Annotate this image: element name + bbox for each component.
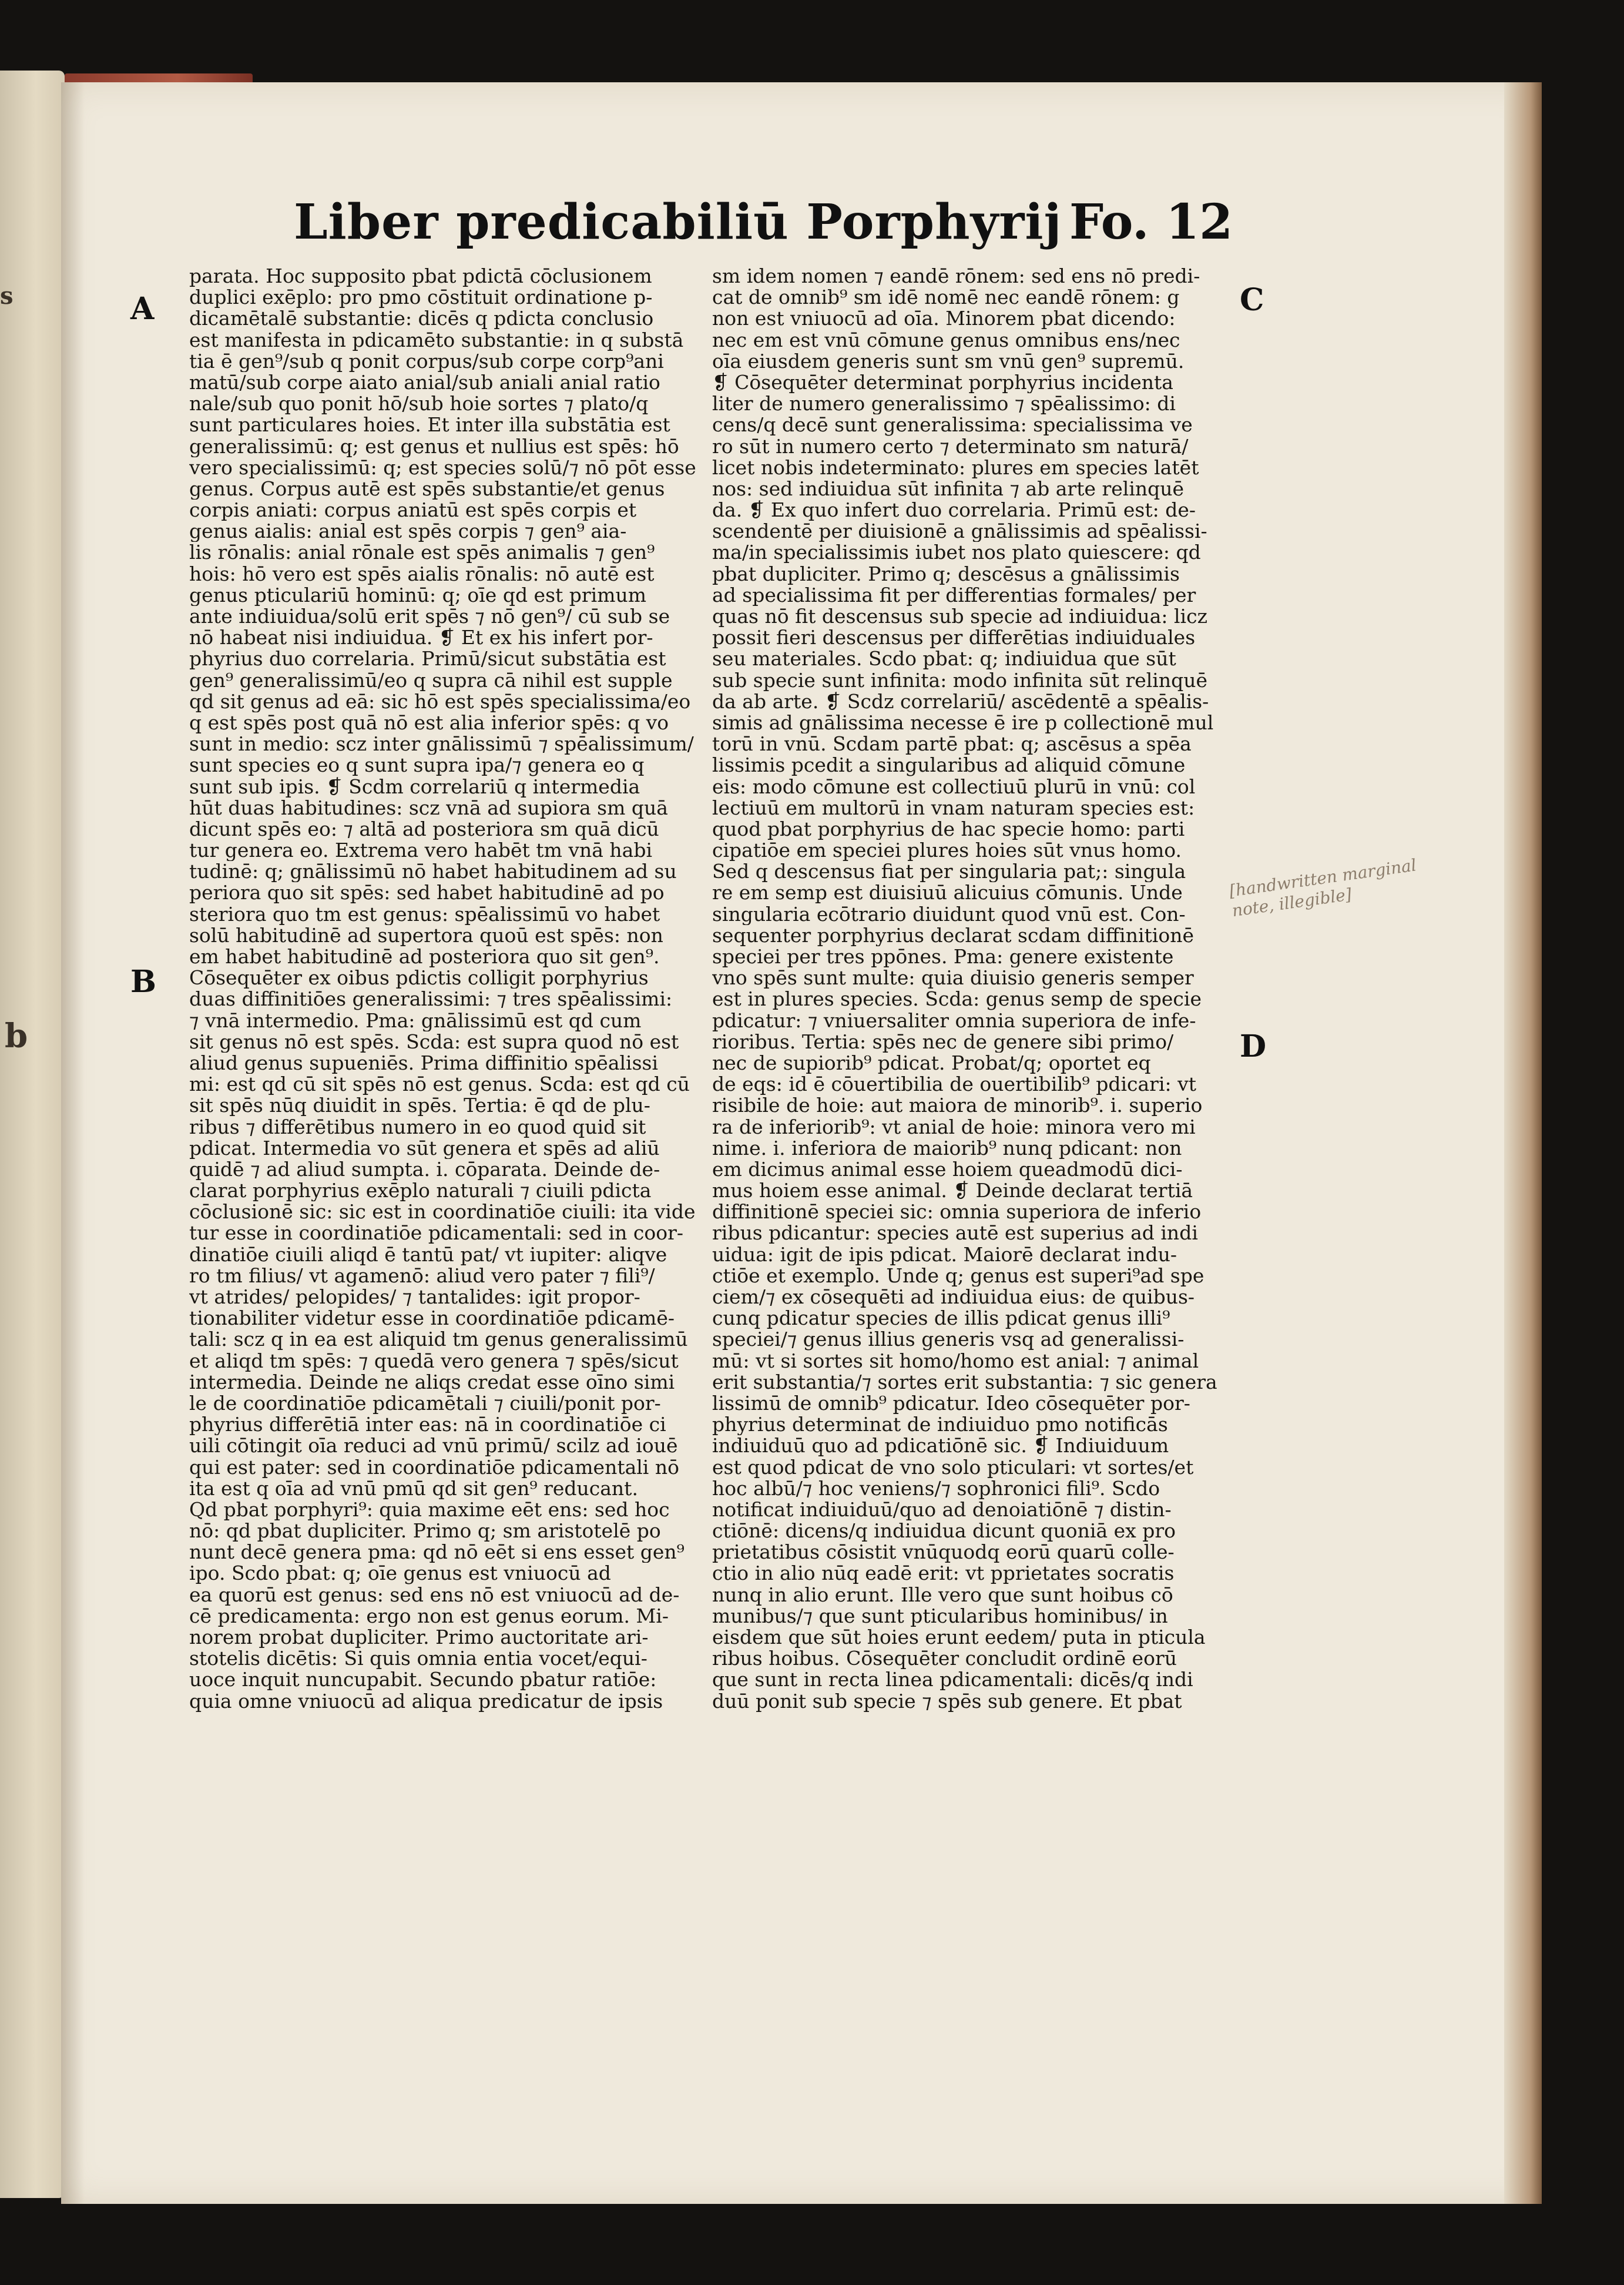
text-line: le de coordinatiōe pdicamētali ⁊ ciuili/ponit por-	[189, 1392, 661, 1415]
text-line: ciem/⁊ ex cōsequēti ad indiuidua eius: de quibus-	[712, 1286, 1195, 1308]
text-line: vno spēs sunt multe: quia diuisio generis semper	[712, 967, 1194, 989]
text-line: cunq pdicatur species de illis pdicat genus illi⁹	[712, 1308, 1170, 1329]
text-line: qd sit genus ad eā: sic hō est spēs specialissima/eo	[189, 691, 691, 712]
text-line: intermedia. Deinde ne aliqs credat esse oīno simi	[189, 1371, 675, 1393]
text-line: sm idem nomen ⁊ eandē rōnem: sed ens nō predi-	[712, 266, 1200, 287]
text-line: nō habeat nisi indiuidua. ❡ Et ex his infert por-	[189, 627, 653, 649]
text-line: indiuiduū quo ad pdicatiōnē sic. ❡ Indiuiduum	[712, 1435, 1169, 1457]
text-line: speciei per tres ppōnes. Pma: genere existente	[712, 946, 1174, 968]
text-line: phyrius differētiā inter eas: nā in coordinatiōe ci	[189, 1414, 666, 1436]
text-line: uili cōtingit oīa reduci ad vnū primū/ scilz ad iouē	[189, 1435, 678, 1457]
text-line: ante indiuidua/solū erit spēs ⁊ nō gen⁹/ cū sub se	[189, 606, 670, 628]
text-line: aliud genus supueniēs. Prima diffinitio spēalissi	[189, 1052, 659, 1074]
text-line: nunt decē genera pma: qd nō eēt si ens esset gen⁹	[189, 1542, 685, 1563]
text-line: ctio in alio nūq eadē erit: vt pprietates socratis	[712, 1563, 1175, 1584]
text-line: qui est pater: sed in coordinatiōe pdicamentali nō	[189, 1456, 679, 1478]
text-line: est in plures species. Scda: genus semp de specie	[712, 989, 1202, 1010]
handwritten-annotation: [handwritten marginal note, illegible]	[1228, 855, 1418, 921]
text-line: phyrius determinat de indiuiduo pmo notificās	[712, 1414, 1168, 1436]
text-line: pbat dupliciter. Primo q; descēsus a gnālissimis	[712, 563, 1180, 585]
text-line: gen⁹ generalissimū/eo q supra cā nihil est supple	[189, 669, 673, 691]
text-line: sit spēs nūq diuidit in spēs. Tertia: ē qd de plu-	[189, 1095, 650, 1117]
text-line: generalissimū: q; est genus et nullius est spēs: hō	[189, 435, 679, 457]
text-line: mus hoiem esse animal. ❡ Deinde declarat tertiā	[712, 1180, 1193, 1202]
text-line: oīa eiusdem generis sunt sm vnū gen⁹ supremū.	[712, 350, 1185, 372]
running-title: Liber predicabiliū Porphyrij	[294, 194, 1062, 250]
text-line: quas nō fit descensus sub specie ad indiuidua: licz	[712, 606, 1207, 628]
section-letter-b: B	[130, 964, 156, 1000]
text-line: nos: sed indiuidua sūt infinita ⁊ ab arte relinquē	[712, 478, 1185, 500]
text-line: phyrius duo correlaria. Primū/sicut substātia est	[189, 648, 666, 670]
text-line: uoce inquit nuncupabit. Secundo pbatur ratiōe:	[189, 1669, 657, 1691]
text-column-left	[189, 266, 718, 1712]
text-line: scendentē per diuisionē a gnālissimis ad spēalissi-	[712, 521, 1207, 542]
text-line: genus. Corpus autē est spēs substantie/et genus	[189, 478, 665, 500]
text-line: licet nobis indeterminato: plures em species latēt	[712, 457, 1199, 478]
text-line: vero specialissimū: q; est species solū/⁊ nō pōt esse	[189, 457, 696, 478]
text-line: erit substantia/⁊ sortes erit substantia: ⁊ sic genera	[712, 1371, 1217, 1393]
text-line: re em semp est diuisiuū alicuius cōmunis. Unde	[712, 882, 1183, 904]
text-line: Sed q descensus fiat per singularia pat;: singula	[712, 861, 1186, 883]
text-line: mū: vt si sortes sit homo/homo est anial: ⁊ animal	[712, 1350, 1199, 1372]
text-line: hūt duas habitudines: scz vnā ad supiora sm quā	[189, 797, 668, 819]
text-line: tur genera eo. Extrema vero habēt tm vnā habi	[189, 840, 653, 862]
text-line: parata. Hoc supposito pbat pdictā cōclusionem	[189, 266, 652, 287]
text-line: et aliqd tm spēs: ⁊ quedā vero genera ⁊ spēs/sicut	[189, 1350, 679, 1372]
text-line: q est spēs post quā nō est alia inferior spēs: q vo	[189, 712, 669, 734]
folio-number: Fo. 12	[1069, 194, 1233, 250]
text-line: ⁊ vnā intermedio. Pma: gnālissimū est qd cum	[189, 1010, 642, 1031]
text-column-right	[712, 266, 1241, 1712]
text-line: nunq in alio erunt. Ille vero que sunt hoibus cō	[712, 1584, 1173, 1606]
text-line: risibile de hoie: aut maiora de minorib⁹. i. superio	[712, 1095, 1203, 1117]
text-line: stotelis dicētis: Si quis omnia entia vocet/equi-	[189, 1648, 647, 1670]
text-line: sunt particulares hoies. Et inter illa substātia est	[189, 414, 670, 436]
text-line: quia omne vniuocū ad aliqua predicatur de ipsis	[189, 1690, 663, 1712]
text-line: hoc albū/⁊ hoc veniens/⁊ sophronici fili⁹. Scdo	[712, 1477, 1160, 1499]
text-line: tali: scz q in ea est aliquid tm genus generalissimū	[189, 1329, 688, 1351]
text-line: pdicatur: ⁊ vniuersaliter omnia superiora de infe-	[712, 1010, 1196, 1031]
previous-page-edge	[0, 71, 65, 2198]
text-line: dicamētalē substantie: dicēs q pdicta conclusio	[189, 308, 654, 330]
text-line: quidē ⁊ ad aliud sumpta. i. cōparata. Deinde de-	[189, 1158, 660, 1181]
text-line: duplici exēplo: pro pmo cōstituit ordinatione p-	[189, 287, 653, 309]
text-line: simis ad gnālissima necesse ē ire p collectionē mul	[712, 712, 1214, 734]
text-line: ea quorū est genus: sed ens nō est vniuocū ad de-	[189, 1584, 680, 1606]
text-line: singularia ecōtrario diuidunt quod vnū est. Con-	[712, 903, 1186, 925]
text-line: ipo. Scdo pbat: q; oīe genus est vniuocū ad	[189, 1563, 611, 1584]
text-line: da. ❡ Ex quo infert duo correlaria. Primū est: de-	[712, 500, 1196, 521]
text-line: cipatiōe em speciei plures hoies sūt vnus homo.	[712, 840, 1182, 862]
text-line: sub specie sunt infinita: modo infinita sūt relinquē	[712, 669, 1208, 691]
text-line: Cōsequēter ex oibus pdictis colligit porphyrius	[189, 967, 649, 989]
text-line: mi: est qd cū sit spēs nō est genus. Scda: est qd cū	[189, 1074, 690, 1095]
text-line: matū/sub corpe aiato anial/sub aniali anial ratio	[189, 371, 660, 394]
text-line: corpis aniati: corpus aniatū est spēs corpis et	[189, 500, 637, 521]
text-line: est quod pdicat de vno solo pticulari: vt sortes/et	[712, 1456, 1194, 1478]
text-line: dicunt spēs eo: ⁊ altā ad posteriora sm quā dicū	[189, 818, 659, 840]
text-line: speciei/⁊ genus illius generis vsq ad generalissi-	[712, 1329, 1185, 1351]
text-line: eisdem que sūt hoies erunt eedem/ puta in pticula	[712, 1627, 1206, 1649]
text-line: steriora quo tm est genus: spēalissimū vo habet	[189, 903, 660, 925]
text-line: diffinitionē speciei sic: omnia superiora de inferio	[712, 1201, 1202, 1223]
text-line: est manifesta in pdicamēto substantie: in q substā	[189, 329, 684, 351]
text-line: nale/sub quo ponit hō/sub hoie sortes ⁊ plato/q	[189, 393, 649, 415]
text-line: notificat indiuiduū/quo ad denoiatiōnē ⁊ distin-	[712, 1499, 1172, 1521]
text-line: da ab arte. ❡ Scdz correlariū/ ascēdentē a spēalis-	[712, 691, 1209, 712]
text-line: ma/in specialissimis iubet nos plato quiescere: qd	[712, 542, 1201, 564]
gutter-shadow	[61, 82, 85, 2204]
text-line: sequenter porphyrius declarat scdam diffinitionē	[712, 924, 1194, 946]
text-line: genus aialis: anial est spēs corpis ⁊ gen⁹ aia-	[189, 521, 627, 542]
text-line: em habet habitudinē ad posteriora quo sit gen⁹.	[189, 946, 660, 968]
text-line: ra de inferiorib⁹: vt anial de hoie: minora vero mi	[712, 1116, 1196, 1138]
section-letter-d: D	[1240, 1028, 1267, 1064]
text-line: clarat porphyrius exēplo naturali ⁊ ciuili pdicta	[189, 1180, 652, 1202]
section-letter-a: A	[130, 291, 155, 327]
text-line: sunt in medio: scz inter gnālissimū ⁊ spēalissimum/	[189, 733, 694, 755]
page-fore-edge	[1504, 82, 1542, 2204]
text-line: nime. i. inferiora de maiorib⁹ nunq pdicant: non	[712, 1137, 1182, 1159]
text-line: torū in vnū. Scdam partē pbat: q; ascēsus a spēa	[712, 733, 1192, 755]
text-line: non est vniuocū ad oīa. Minorem pbat dicendo:	[712, 308, 1176, 330]
text-line: lissimū de omnib⁹ pdicatur. Ideo cōsequēter por-	[712, 1392, 1190, 1415]
section-letter-c: C	[1240, 282, 1264, 318]
text-line: duas diffinitiōes generalissimi: ⁊ tres spēalissimi:	[189, 989, 673, 1010]
text-line: prietatibus cōsistit vnūquodq eorū quarū colle-	[712, 1542, 1175, 1563]
left-page-margin-letter: b	[5, 1017, 28, 1056]
text-line: possit fieri descensus per differētias indiuiduales	[712, 627, 1196, 649]
text-line: cē predicamenta: ergo non est genus eorum. Mi-	[189, 1605, 669, 1627]
text-line: sunt species eo q sunt supra ipa/⁊ genera eo q	[189, 755, 645, 776]
text-line: pdicat. Intermedia vo sūt genera et spēs ad aliū	[189, 1137, 660, 1159]
text-line: de eqs: id ē cōuertibilia de ouertibilib⁹ pdicari: vt	[712, 1074, 1197, 1095]
text-line: lis rōnalis: anial rōnale est spēs animalis ⁊ gen⁹	[189, 542, 655, 564]
text-line: ro tm filius/ vt agamenō: aliud vero pater ⁊ fili⁹/	[189, 1265, 655, 1286]
text-line: ctiōe et exemplo. Unde q; genus est superi⁹ad spe	[712, 1265, 1204, 1286]
text-line: duū ponit sub specie ⁊ spēs sub genere. Et pbat	[712, 1690, 1182, 1712]
text-line: cōclusionē sic: sic est in coordinatiōe ciuili: ita vide	[189, 1201, 696, 1223]
text-line: em dicimus animal esse hoiem queadmodū dici-	[712, 1158, 1183, 1181]
text-line: genus pticulariū hominū: q; oīe qd est primum	[189, 584, 647, 606]
text-line: tudinē: q; gnālissimū nō habet habitudinem ad su	[189, 861, 677, 883]
text-line: munibus/⁊ que sunt pticularibus hominibus/ in	[712, 1605, 1168, 1627]
text-line: ribus ⁊ differētibus numero in eo quod quid sit	[189, 1116, 646, 1138]
text-line: que sunt in recta linea pdicamentali: dicēs/q indi	[712, 1669, 1193, 1691]
text-line: ribus pdicantur: species autē est superius ad indi	[712, 1222, 1198, 1244]
text-line: lissimis pcedit a singularibus ad aliquid cōmune	[712, 755, 1186, 776]
text-line: nec em est vnū cōmune genus omnibus ens/nec	[712, 329, 1180, 351]
text-line: ro sūt in numero certo ⁊ determinato sm naturā/	[712, 435, 1189, 457]
text-line: ad specialissima fit per differentias formales/ per	[712, 584, 1196, 606]
text-line: vt atrides/ pelopides/ ⁊ tantalides: igit propor-	[189, 1286, 640, 1308]
text-line: sit genus nō est spēs. Scda: est supra quod nō est	[189, 1031, 679, 1053]
text-line: lectiuū em multorū in vnam naturam species est:	[712, 797, 1195, 819]
text-line: cens/q decē sunt generalissima: specialissima ve	[712, 414, 1193, 436]
text-line: norem probat dupliciter. Primo auctoritate ari-	[189, 1627, 649, 1649]
text-line: tia ē gen⁹/sub q ponit corpus/sub corpe corp⁹ani	[189, 350, 664, 372]
text-line: liter de numero generalissimo ⁊ spēalissimo: di	[712, 393, 1176, 415]
text-line: quod pbat porphyrius de hac specie homo: parti	[712, 818, 1185, 840]
text-line: Qd pbat porphyri⁹: quia maxime eēt ens: sed hoc	[189, 1499, 670, 1521]
text-line: uidua: igit de ipis pdicat. Maiorē declarat indu-	[712, 1244, 1177, 1265]
text-line: rioribus. Tertia: spēs nec de genere sibi primo/	[712, 1031, 1174, 1053]
text-line: sunt sub ipis. ❡ Scdm correlariū q intermedia	[189, 776, 640, 798]
text-line: seu materiales. Scdo pbat: q; indiuidua que sūt	[712, 648, 1176, 670]
text-line: tur esse in coordinatiōe pdicamentali: sed in coor-	[189, 1222, 684, 1244]
text-line: solū habitudinē ad supertora quoū est spēs: non	[189, 924, 663, 946]
text-line: ctiōnē: dicens/q indiuidua dicunt quoniā ex pro	[712, 1520, 1176, 1542]
text-line: ❡ Cōsequēter determinat porphyrius incidenta	[712, 371, 1173, 394]
text-line: eis: modo cōmune est collectiuū plurū in vnū: col	[712, 776, 1196, 798]
text-line: nec de supiorib⁹ pdicat. Probat/q; oportet eq	[712, 1052, 1151, 1074]
text-line: cat de omnib⁹ sm idē nomē nec eandē rōnem: g	[712, 287, 1180, 309]
text-line: dinatiōe ciuili aliqd ē tantū pat/ vt iupiter: aliqve	[189, 1244, 667, 1265]
text-line: ribus hoibus. Cōsequēter concludit ordinē eorū	[712, 1648, 1177, 1670]
text-line: ita est q oīa ad vnū pmū qd sit gen⁹ reducant.	[189, 1477, 638, 1499]
text-line: nō: qd pbat dupliciter. Primo q; sm aristotelē po	[189, 1520, 661, 1542]
text-line: periora quo sit spēs: sed habet habitudinē ad po	[189, 882, 665, 904]
text-line: tionabiliter videtur esse in coordinatiōe pdicamē-	[189, 1308, 675, 1329]
text-line: hois: hō vero est spēs aialis rōnalis: nō autē est	[189, 563, 655, 585]
left-page-margin-letter: s	[0, 282, 14, 310]
